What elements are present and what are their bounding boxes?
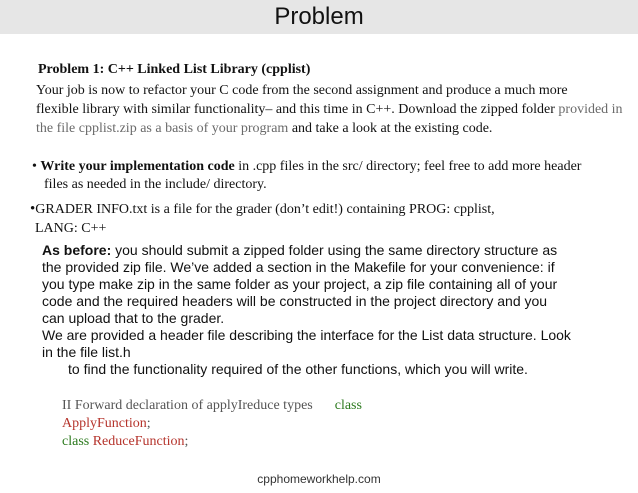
bullet-grader-text: GRADER INFO.txt is a file for the grader (don’t edit!) containing PROG: cpplist, [35, 202, 495, 217]
as-before-line-8: to find the functionality required of the other functions, which you will write. [68, 361, 528, 377]
bullet-grader-line-2: LANG: C++ [35, 221, 107, 236]
intro-line-2-gray: provided in [554, 102, 623, 117]
bullet-grader-info [30, 200, 495, 238]
as-before-paragraph [42, 242, 571, 378]
intro-line-3 [36, 119, 623, 138]
bullet-implementation-bold: Write your implementation code [40, 159, 235, 174]
bullet-implementation-continued: files as needed in the include/ directory. [44, 177, 267, 192]
intro-line-2-text: flexible library with similar functionality– and this time in C++. Download the zipped folder [36, 102, 555, 117]
intro-line-1: Your job is now to refactor your C code from the second assignment and produce a much more [36, 83, 568, 98]
problem-heading: Problem 1: C++ Linked List Library (cpplist) [38, 62, 311, 77]
code-semicolon: ; [146, 416, 151, 431]
code-type-apply: ApplyFunction [62, 416, 147, 431]
code-line-1 [62, 397, 362, 415]
code-snippet [62, 397, 362, 451]
bullet-dot: • [30, 201, 36, 217]
footer-url: cpphomeworkhelp.com [257, 472, 381, 486]
as-before-bold: As before: [42, 242, 112, 258]
code-line-2 [62, 415, 362, 433]
as-before-line-1-text: you should submit a zipped folder using the same directory structure as [111, 242, 558, 258]
intro-line-2 [36, 100, 623, 119]
code-semicolon: ; [184, 434, 189, 449]
as-before-line-7: in the file list.h [42, 344, 131, 360]
as-before-line-3: you type make zip in the same folder as your project, a zip file containing all of your [42, 276, 558, 292]
bullet-grader-line-1 [30, 200, 495, 219]
as-before-line-5: can upload that to the grader. [42, 310, 225, 326]
bullet-implementation-text: in .cpp files in the src/ directory; feel free to add more header [234, 159, 582, 174]
as-before-line-6: We are provided a header file describing the interface for the List data structure. Look [42, 327, 571, 343]
intro-line-3-gray: the file cpplist.zip as a basis of your program [36, 121, 289, 136]
intro-line-3-text: and take a look at the existing code. [288, 121, 493, 136]
slide-title: Problem [274, 3, 364, 30]
code-keyword-class: class [62, 434, 90, 449]
code-comment: II Forward declaration of applyIreduce types [62, 398, 313, 413]
code-type-reduce: ReduceFunction [89, 434, 185, 449]
code-keyword-class: class [334, 398, 362, 413]
code-line-3 [62, 433, 362, 451]
bullet-dot: • [32, 159, 37, 174]
intro-paragraph [36, 81, 623, 138]
as-before-line-4: code and the required headers will be constructed in the project directory and you [42, 293, 548, 309]
as-before-line-2: the provided zip file. We’ve added a section in the Makefile for your convenience: if [42, 259, 555, 275]
as-before-line-1 [42, 242, 571, 259]
bullet-implementation [32, 156, 581, 177]
